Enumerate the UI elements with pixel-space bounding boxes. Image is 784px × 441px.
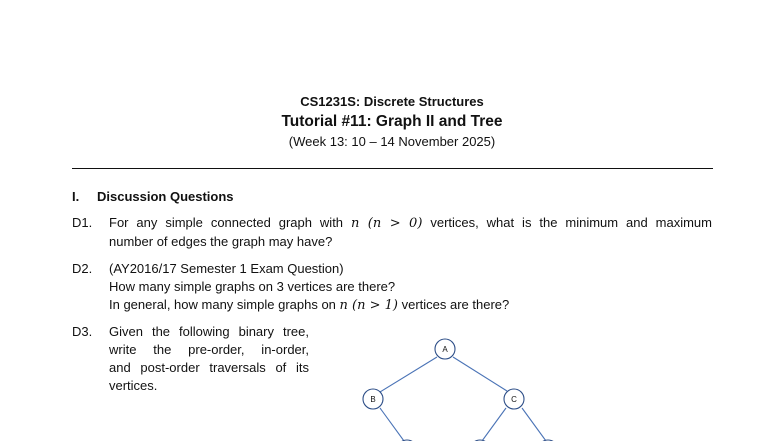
math-open: ( [347,298,358,313]
question-line: number of edges the graph may have? [109,234,333,249]
tree-edge-a-b [380,357,437,392]
tree-node-c [504,389,524,409]
math-n: n [350,216,360,231]
question-number: D2. [72,261,93,276]
question-text: vertices are there? [397,297,510,312]
question-line: (AY2016/17 Semester 1 Exam Question) [109,261,344,276]
question-text: For any simple connected graph with [109,215,351,230]
tree-edge-a-c [453,357,507,391]
question-text: In general, how many simple graphs on [109,297,340,312]
tree-edge-c-right [522,408,546,441]
tree-edge-c-left [482,408,506,441]
section-number: I. [72,189,80,204]
question-text: vertices, what is the minimum and maximum [422,215,712,230]
math-cond-n: n [372,216,382,231]
course-title: CS1231S: Discrete Structures [300,94,484,109]
node-label: C [511,395,517,404]
week-subtitle: (Week 13: 10 – 14 November 2025) [288,134,496,149]
math-cond-rest: > 0) [381,216,423,231]
math-cond-n: n [357,298,366,313]
question-line: vertices. [109,378,158,393]
tree-edge-b-right [380,408,404,441]
question-line: write the pre-order, in-order, [109,342,309,357]
math-open: ( [359,216,373,231]
node-label: A [442,345,448,354]
tree-node-b [363,389,383,409]
question-line: and post-order traversals of its [109,360,309,375]
math-cond-rest: > 1) [365,298,398,313]
tutorial-title: Tutorial #11: Graph II and Tree [281,113,503,130]
math-n: n [339,298,348,313]
question-number: D3. [72,324,93,339]
question-number: D1. [72,215,93,230]
question-line: How many simple graphs on 3 vertices are there? [109,279,396,294]
node-label: B [370,395,376,404]
tree-node-a [435,339,455,359]
question-line: Given the following binary tree, [109,324,309,339]
section-title: Discussion Questions [97,189,234,204]
